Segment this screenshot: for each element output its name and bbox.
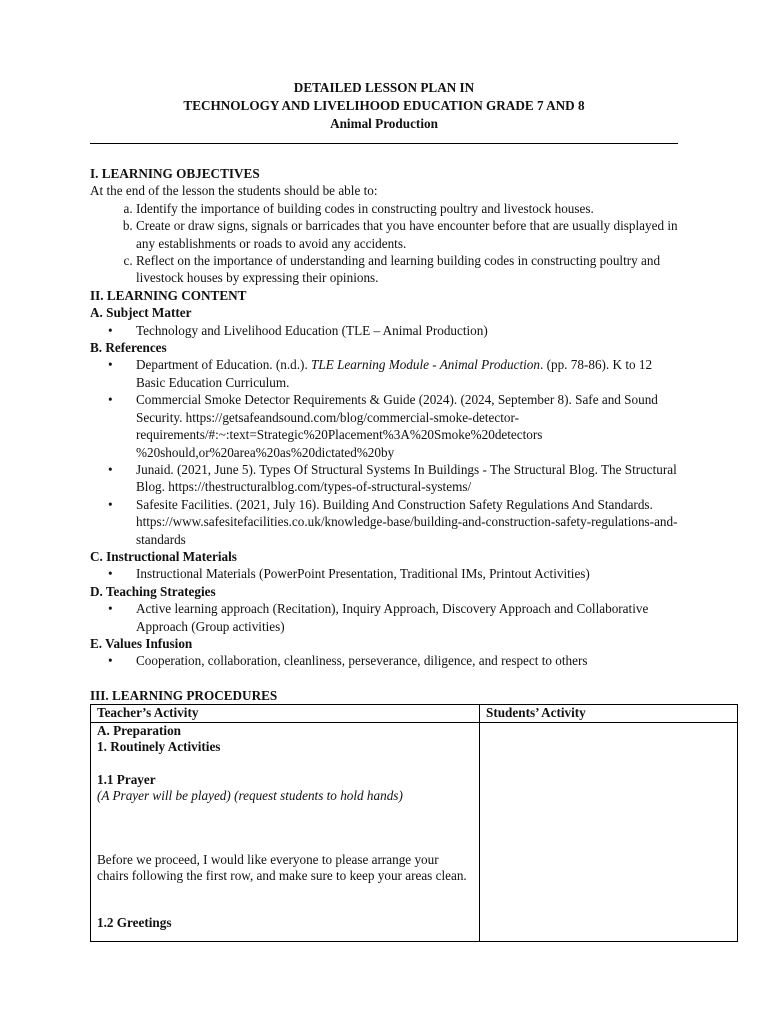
reference-item: • Junaid. (2021, June 5). Types Of Structural Systems In Buildings - The Structural Blog. The Structural Blog. https://thestructuralblog.com/types-of-structural-systems/ <box>136 461 682 496</box>
materials-list <box>90 565 682 582</box>
strategies-item: • Active learning approach (Recitation), Inquiry Approach, Discovery Approach and Collaborative Approach (Group activities) <box>136 600 682 635</box>
strategies-list <box>90 600 682 635</box>
values-item: • Cooperation, collaboration, cleanliness, perseverance, diligence, and respect to others <box>136 652 682 669</box>
procedures-table <box>90 704 738 942</box>
procedures-heading: III. LEARNING PROCEDURES <box>90 687 278 703</box>
document-header <box>0 79 768 133</box>
reference-item: • Safesite Facilities. (2021, July 16). Building And Construction Safety Regulations And Standards. https://www.safesitefacilities.co.uk/knowledge-base/building-and-construction-safety-regulations-and-standards <box>136 496 682 548</box>
learning-content-heading: II. LEARNING CONTENT <box>90 287 247 303</box>
routinely-heading: 1. Routinely Activities <box>97 739 221 755</box>
reference-title: TLE Learning Module - Animal Production <box>311 357 540 373</box>
table-header-row <box>91 705 738 723</box>
header-title-line2: TECHNOLOGY AND LIVELIHOOD EDUCATION GRADE 7 AND 8 <box>183 98 585 113</box>
reference-item: • Commercial Smoke Detector Requirements & Guide (2024). (2024, September 8). Safe and Sound Security. https://getsafeandsound.com/blog/commercial-smoke-detector-requirements/#:~:text=Strategic%20Placement%3A%20Smoke%20detectors %20should,or%20area%20as%20dictated%20by <box>136 391 682 461</box>
spacer <box>97 885 473 915</box>
section-gap <box>90 670 682 687</box>
materials-heading: C. Instructional Materials <box>90 548 237 564</box>
objective-item: c. Reflect on the importance of understanding and learning building codes in constructing poultry and livestock houses by expressing their opinions. <box>136 252 682 287</box>
reference-text: Department of Education. (n.d.). <box>136 357 312 373</box>
spacer <box>97 756 473 772</box>
prayer-heading: 1.1 Prayer <box>97 771 156 787</box>
subject-matter-heading: A. Subject Matter <box>90 305 192 321</box>
reference-item <box>136 356 682 391</box>
header-divider <box>90 143 678 144</box>
references-heading: B. References <box>90 340 167 356</box>
objective-item: a. Identify the importance of building codes in constructing poultry and livestock houses. <box>136 200 682 217</box>
values-list <box>90 652 682 669</box>
header-subtitle: Animal Production <box>330 116 438 131</box>
reference-text: . (pp. 78-86). K to 12 Basic Education Curriculum. <box>136 357 653 390</box>
spacer <box>97 805 473 852</box>
subject-matter-list <box>90 322 682 339</box>
objective-item: b. Create or draw signs, signals or barricades that you have encounter before that are usually displayed in any establishments or roads to avoid any accidents. <box>136 217 682 252</box>
references-list <box>90 356 682 547</box>
objectives-heading: I. LEARNING OBJECTIVES <box>90 166 260 181</box>
strategies-heading: D. Teaching Strategies <box>90 583 216 599</box>
preparation-heading: A. Preparation <box>97 722 181 738</box>
subject-matter-item: • Technology and Livelihood Education (TLE – Animal Production) <box>136 322 682 339</box>
prayer-note: (A Prayer will be played) (request students to hold hands) <box>97 788 403 804</box>
header-title-line1: DETAILED LESSON PLAN IN <box>293 80 475 95</box>
values-heading: E. Values Infusion <box>90 635 193 651</box>
objectives-list <box>90 200 682 287</box>
teacher-activity-header: Teacher’s Activity <box>91 705 480 723</box>
greetings-heading: 1.2 Greetings <box>97 914 172 930</box>
students-activity-header: Students’ Activity <box>480 705 738 723</box>
document-body <box>90 165 682 942</box>
teacher-instruction: Before we proceed, I would like everyone to please arrange your chairs following the first row, and make sure to keep your areas clean. <box>97 851 467 884</box>
objectives-intro: At the end of the lesson the students should be able to: <box>90 183 378 199</box>
table-row <box>91 722 738 941</box>
materials-item: • Instructional Materials (PowerPoint Presentation, Traditional IMs, Printout Activities) <box>136 565 682 582</box>
teacher-activity-cell <box>91 722 480 941</box>
students-activity-cell <box>480 722 738 941</box>
